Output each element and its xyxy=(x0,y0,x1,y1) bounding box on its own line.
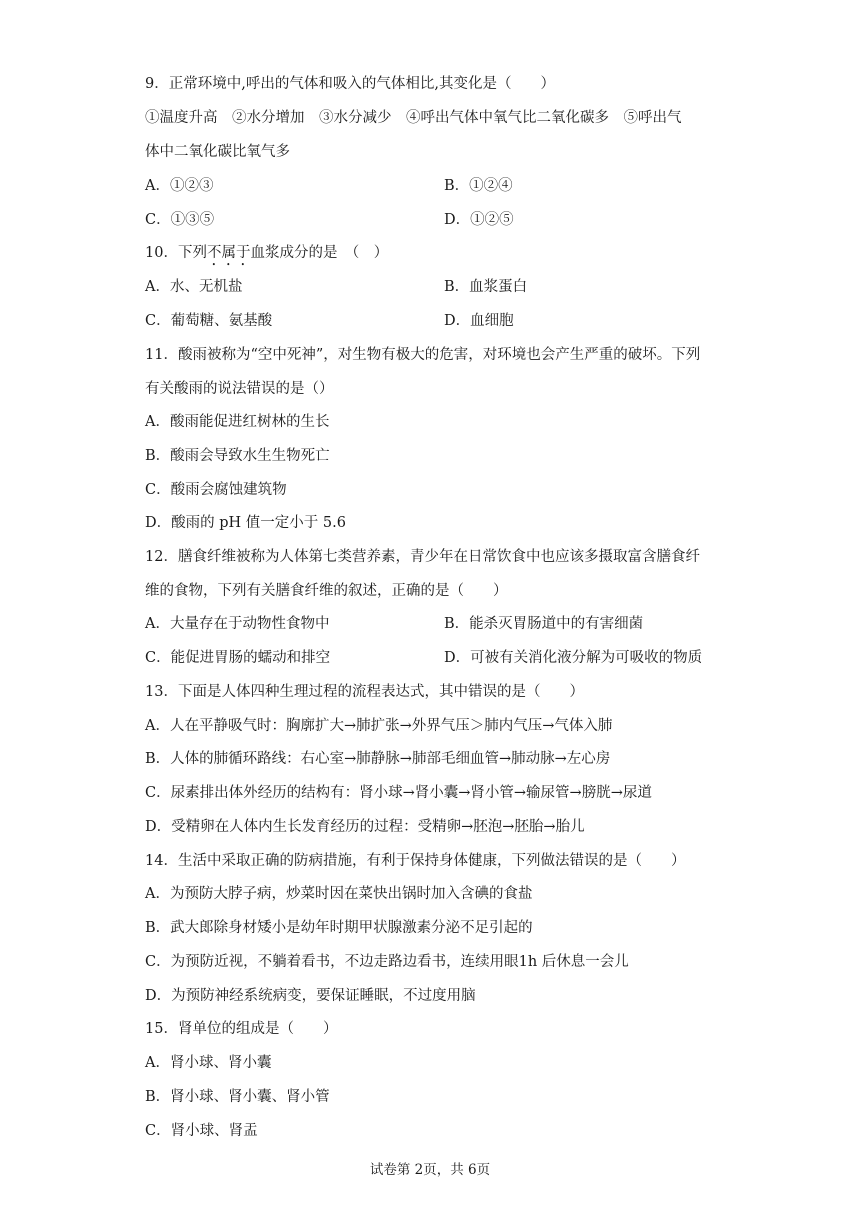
q9-statements: ①温度升高 ②水分增加 ③水分减少 ④呼出气体中氧气比二氧化碳多 ⑤呼出气 xyxy=(145,110,682,126)
q9-stem: 9．正常环境中,呼出的气体和吸入的气体相比,其变化是（ ） xyxy=(145,76,555,92)
q10-option-d: D．血细胞 xyxy=(444,313,514,329)
q14-option-a: A．为预防大脖子病，炒菜时因在菜快出锅时加入含碘的食盐 xyxy=(145,886,533,902)
q13-option-a: A．人在平静吸气时：胸廓扩大→肺扩张→外界气压＞肺内气压→气体入肺 xyxy=(145,718,613,734)
q12-stem: 12．膳食纤维被称为人体第七类营养素，青少年在日常饮食中也应该多摄取富含膳食纤 xyxy=(145,549,700,565)
q9-statements-cont: 体中二氧化碳比氧气多 xyxy=(145,144,290,160)
q12-option-d: D．可被有关消化液分解为可吸收的物质 xyxy=(444,650,703,666)
q10-stem-suffix: 血浆成分的是 （ ） xyxy=(250,245,389,261)
q12-option-c: C．能促进胃肠的蠕动和排空 xyxy=(145,650,331,666)
q10-option-a: A．水、无机盐 xyxy=(145,279,243,295)
q13-option-d: D．受精卵在人体内生长发育经历的过程：受精卵→胚泡→胚胎→胎儿 xyxy=(145,819,585,835)
q9-option-a: A．①②③ xyxy=(145,178,214,194)
page-footer: 试卷第 2页，共 6页 xyxy=(369,1162,491,1178)
q12-option-a: A．大量存在于动物性食物中 xyxy=(145,616,330,632)
q11-option-d: D．酸雨的 pH 值一定小于 5.6 xyxy=(145,515,346,531)
q11-option-c: C．酸雨会腐蚀建筑物 xyxy=(145,482,287,498)
q14-option-b: B．武大郎除身材矮小是幼年时期甲状腺激素分泌不足引起的 xyxy=(145,920,533,936)
q10-option-b: B．血浆蛋白 xyxy=(444,279,528,295)
q9-option-c: C．①③⑤ xyxy=(145,212,215,228)
q13-option-c: C．尿素排出体外经历的结构有：肾小球→肾小囊→肾小管→输尿管→膀胱→尿道 xyxy=(145,785,652,801)
q9-option-b: B．①②④ xyxy=(444,178,513,194)
q9-option-d: D．①②⑤ xyxy=(444,212,514,228)
q12-option-b: B．能杀灭胃肠道中的有害细菌 xyxy=(444,616,644,632)
q15-stem: 15．肾单位的组成是（ ） xyxy=(145,1021,338,1037)
q10-stem xyxy=(145,243,388,269)
q13-stem: 13．下面是人体四种生理过程的流程表达式，其中错误的是（ ） xyxy=(145,684,584,700)
q10-emphasis: 不属于 xyxy=(206,245,251,261)
q11-option-b: B．酸雨会导致水生生物死亡 xyxy=(145,448,330,464)
q14-option-c: C．为预防近视，不躺着看书，不边走路边看书，连续用眼1h 后休息一会儿 xyxy=(145,954,629,970)
q10-stem-prefix: 10．下列 xyxy=(145,245,207,261)
q14-stem: 14．生活中采取正确的防病措施，有利于保持身体健康，下列做法错误的是（ ） xyxy=(145,853,686,869)
q11-stem: 11．酸雨被称为“空中死神”，对生物有极大的危害，对环境也会产生严重的破坏。下列 xyxy=(145,347,701,363)
q11-option-a: A．酸雨能促进红树林的生长 xyxy=(145,414,330,430)
q15-option-c: C．肾小球、肾盂 xyxy=(145,1123,258,1139)
q10-option-c: C．葡萄糖、氨基酸 xyxy=(145,313,273,329)
q11-stem-cont: 有关酸雨的说法错误的是（） xyxy=(145,381,334,397)
q13-option-b: B．人体的肺循环路线：右心室→肺静脉→肺部毛细血管→肺动脉→左心房 xyxy=(145,751,611,767)
q15-option-a: A．肾小球、肾小囊 xyxy=(145,1055,272,1071)
q12-stem-cont: 维的食物，下列有关膳食纤维的叙述，正确的是（ ） xyxy=(145,583,508,599)
q15-option-b: B．肾小球、肾小囊、肾小管 xyxy=(145,1089,330,1105)
q14-option-d: D．为预防神经系统病变，要保证睡眠，不过度用脑 xyxy=(145,988,476,1004)
